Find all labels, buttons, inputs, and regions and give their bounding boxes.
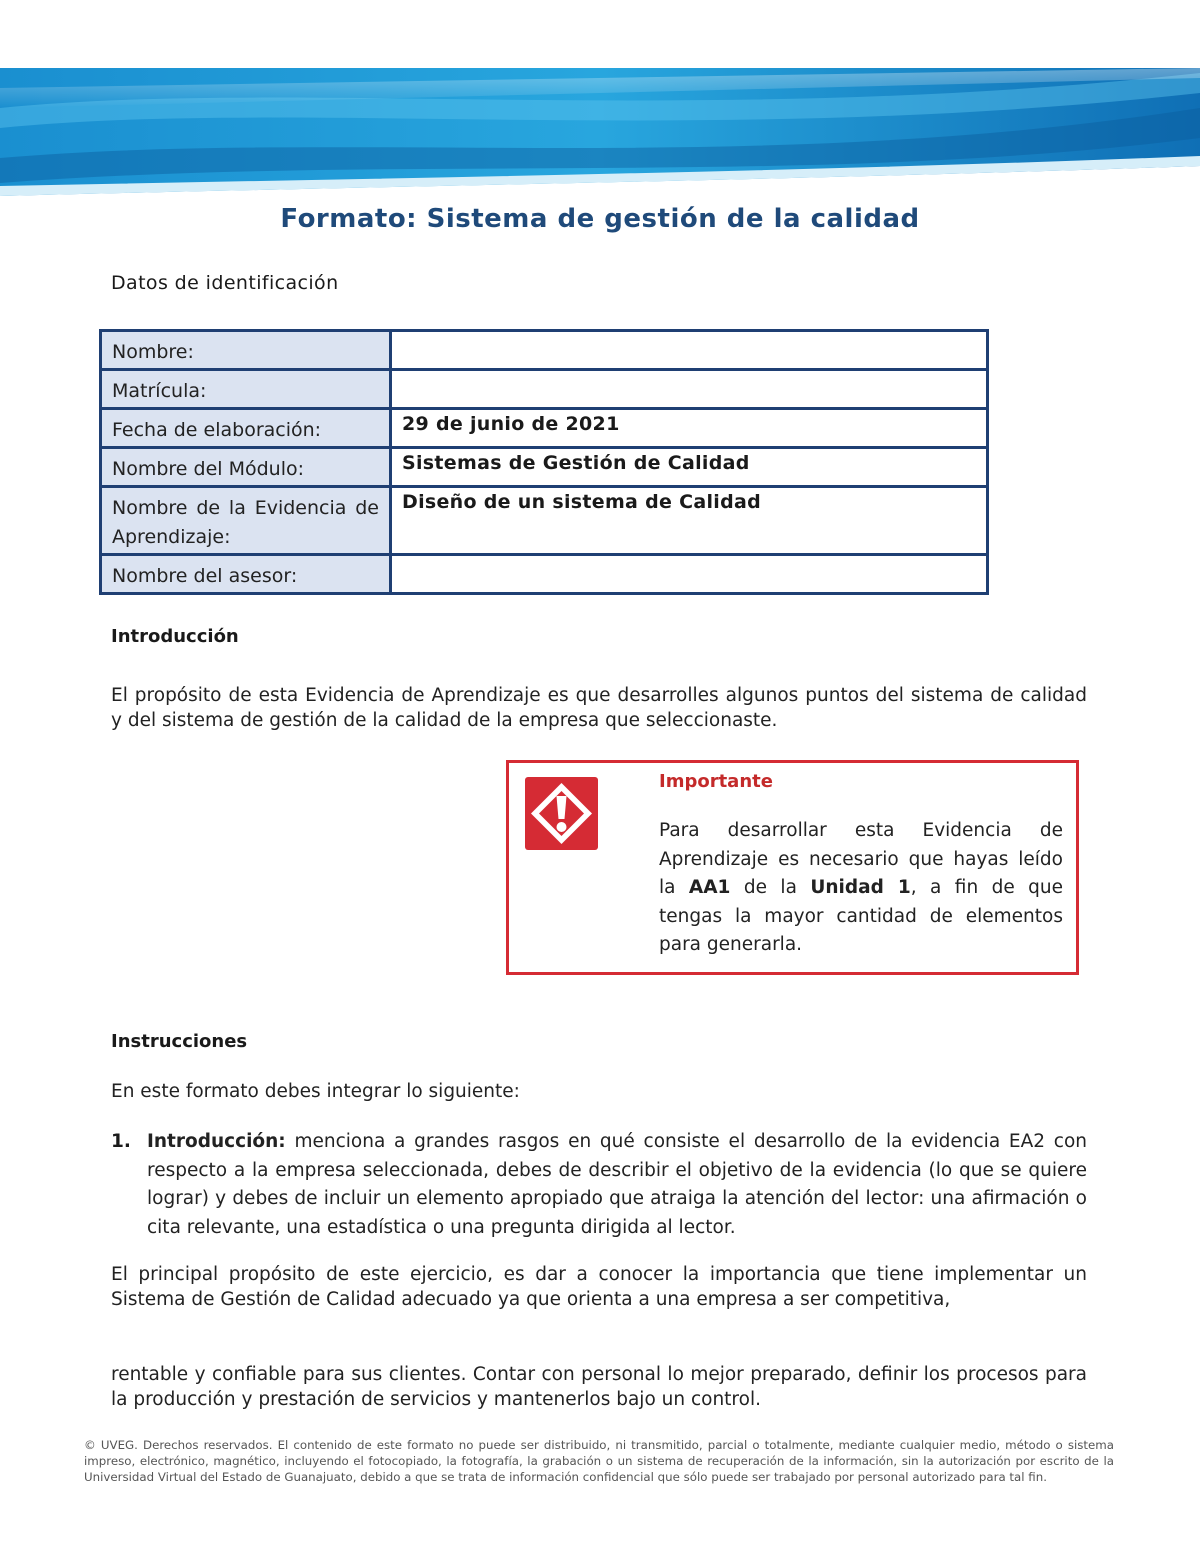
list-item-text <box>147 1128 1087 1242</box>
important-callout <box>506 760 1079 975</box>
advisor-field[interactable] <box>391 555 988 594</box>
important-text-part: , a fin de que tengas la mayor cantidad de elementos para generarla. <box>659 877 1064 955</box>
unit-reference: Unidad 1 <box>810 877 911 898</box>
activity-reference: AA1 <box>688 877 731 898</box>
module-field[interactable]: Sistemas de Gestión de Calidad <box>391 448 988 487</box>
header-banner <box>0 68 1200 216</box>
identification-table <box>99 329 989 595</box>
important-title: Importante <box>659 771 773 792</box>
table-row <box>101 370 988 409</box>
table-row <box>101 487 988 555</box>
instructions-lead: En este formato debes integrar lo siguiente: <box>111 1081 520 1102</box>
list-number: 1. <box>111 1131 131 1152</box>
enrollment-field[interactable] <box>391 370 988 409</box>
intro-heading: Introducción <box>111 626 239 647</box>
list-item-term: Introducción: <box>147 1131 286 1152</box>
important-text-part: Para desarrollar esta Evidencia de Aprendizaje es necesario que hayas leído la <box>659 820 1063 898</box>
table-row <box>101 555 988 594</box>
list-item-description: menciona a grandes rasgos en qué consiste el desarrollo de la evidencia EA2 con respecto a la empresa seleccionada, debes de describir el objetivo de la evidencia (lo que se quiere lograr) y debes de incluir un elemento apropiado que atraiga la atención del lector: una afirmación o cita relevante, una estadística o una pregunta dirigida al lector. <box>147 1131 1087 1238</box>
important-text-part: de la <box>730 877 811 898</box>
evidence-field[interactable]: Diseño de un sistema de Calidad <box>391 487 988 555</box>
row-label: Matrícula: <box>101 370 391 409</box>
table-row <box>101 409 988 448</box>
row-label: Nombre de la Evidencia de Aprendizaje: <box>101 487 391 555</box>
table-row <box>101 331 988 370</box>
row-label: Nombre del asesor: <box>101 555 391 594</box>
copyright-footer: © UVEG. Derechos reservados. El contenido de este formato no puede ser distribuido, ni transmitido, parcial o totalmente, mediante cualquier medio, método o sistema impreso, electrónico, magnético, incluyendo el fotocopiado, la fotografía, la grabación o un sistema de recuperación de la información, sin la autorización por escrito de la Universidad Virtual del Estado de Guanajuato, debido a que se trata de información confidencial que sólo puede ser trabajado por personal autorizado para tal fin. <box>84 1438 1114 1484</box>
body-paragraph: El principal propósito de este ejercicio, es dar a conocer la importancia que tiene implementar un Sistema de Gestión de Calidad adecuado ya que orienta a una empresa a ser competitiva, <box>111 1264 1087 1310</box>
table-row <box>101 448 988 487</box>
document-title: Formato: Sistema de gestión de la calidad <box>280 204 920 234</box>
identification-heading: Datos de identificación <box>111 272 339 294</box>
row-label: Fecha de elaboración: <box>101 409 391 448</box>
intro-paragraph: El propósito de esta Evidencia de Aprendizaje es que desarrolles algunos puntos del sistema de calidad y del sistema de gestión de la calidad de la empresa que seleccionaste. <box>111 685 1087 731</box>
date-field[interactable]: 29 de junio de 2021 <box>391 409 988 448</box>
important-text <box>659 817 1063 960</box>
warning-diamond-icon <box>525 777 598 850</box>
row-label: Nombre: <box>101 331 391 370</box>
body-paragraph: rentable y confiable para sus clientes. Contar con personal lo mejor preparado, definir los procesos para la producción y prestación de servicios y mantenerlos bajo un control. <box>111 1364 1087 1410</box>
row-label: Nombre del Módulo: <box>101 448 391 487</box>
name-field[interactable] <box>391 331 988 370</box>
instructions-heading: Instrucciones <box>111 1031 248 1052</box>
